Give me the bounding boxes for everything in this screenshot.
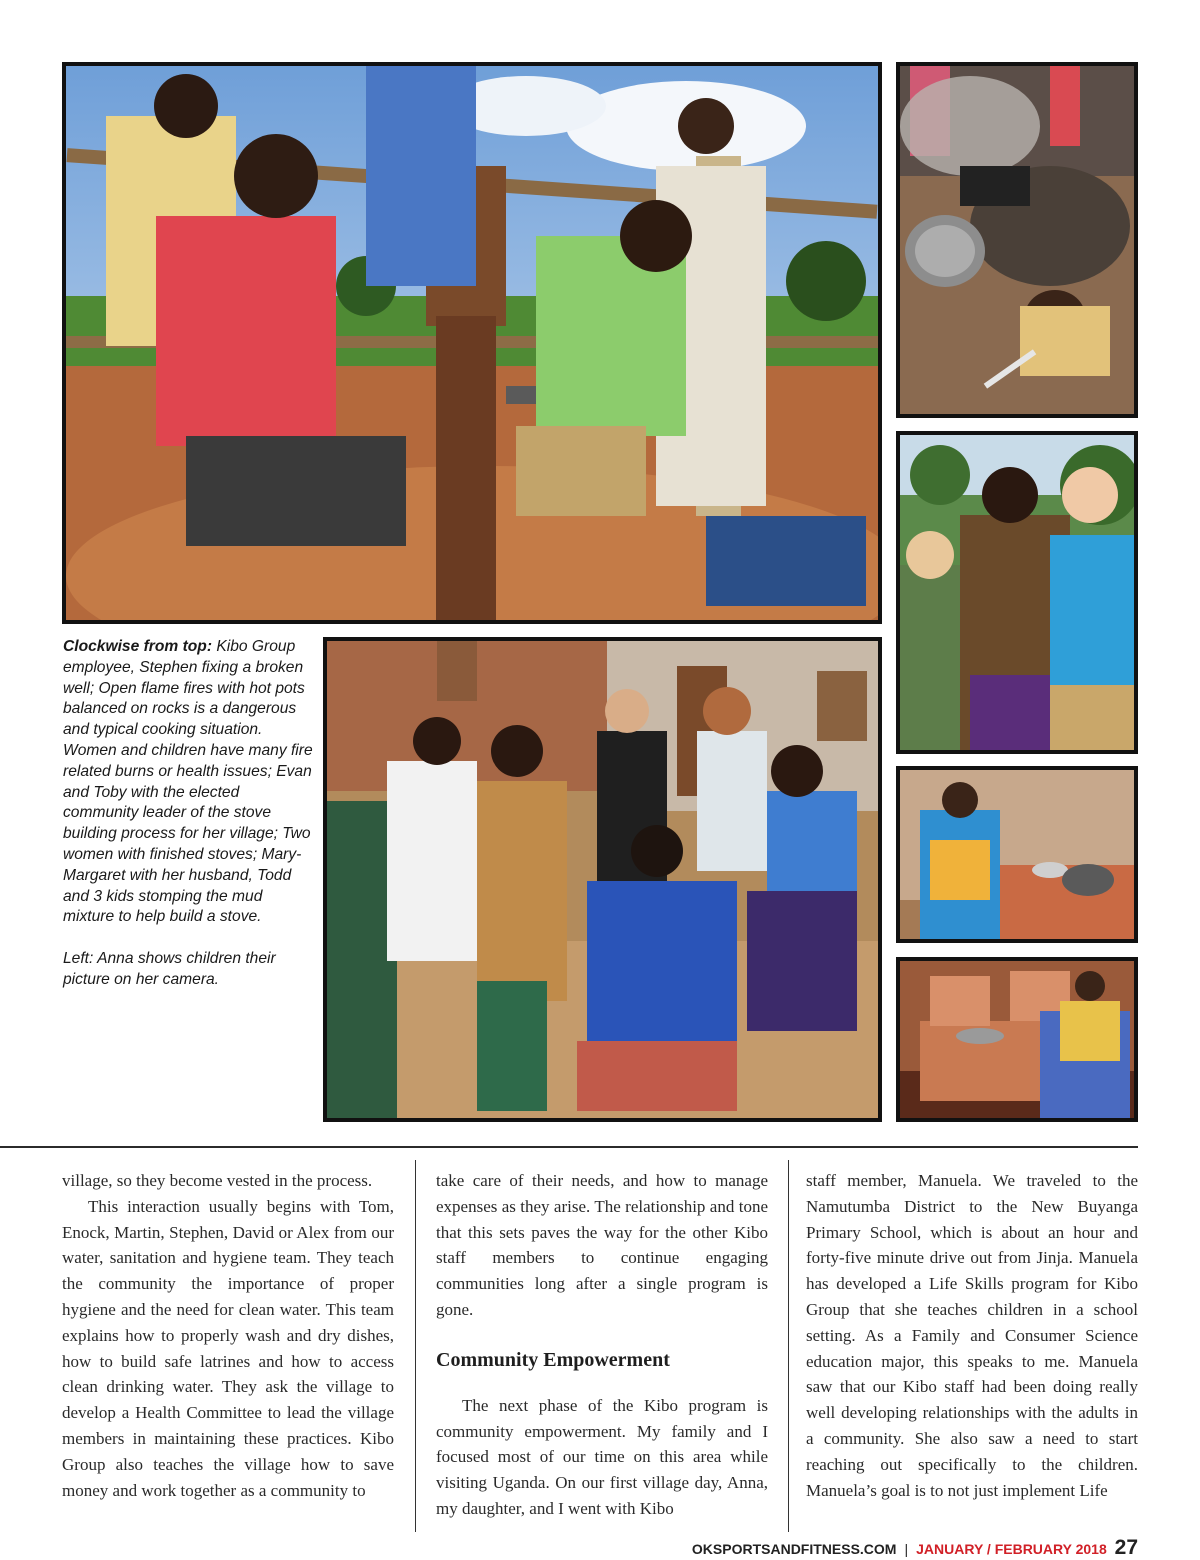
page-footer: [692, 1536, 1138, 1560]
page-number: 27: [1114, 1536, 1138, 1559]
caption-lead: Clockwise from top:: [63, 638, 213, 655]
article-paragraph: take care of their needs, and how to manage expenses as they arise. The relationship and tone that this sets paves the way for the other Kibo staff members to continue engaging communities long after a single program is gone.: [436, 1171, 768, 1319]
photo-stomping-mud-mixture: [323, 637, 882, 1122]
caption-main: [63, 637, 313, 928]
article-paragraph: village, so they become vested in the process.: [62, 1171, 373, 1190]
article-paragraph: staff member, Manuela. We traveled to the Namutumba District to the New Buyanga Primary School, which is about an hour and forty-five minute drive out from Jinja. Manuela has developed a Life Skills program for Kibo Group that she teaches children in a school setting. As a Family and Consumer Science education major, this speaks to me. Manuela saw that our Kibo staff had been doing really well developing relationships with the adults in a community. She also saw a need to start reaching out specifically to the children. Manuela’s goal is to not just implement Life: [806, 1171, 1138, 1500]
photo-well-repair: [62, 62, 882, 624]
article-column-1: [62, 1168, 394, 1503]
photo-woman-with-stove-1: [896, 766, 1138, 943]
article-paragraph: The next phase of the Kibo program is community empowerment. My family and I focused most of our time on this area while visiting Uganda. On our first village day, Anna, my daughter, and I went with Kibo: [436, 1395, 768, 1518]
footer-site: OKSPORTSANDFITNESS.COM: [691, 1541, 897, 1557]
column-divider-1: [415, 1160, 416, 1532]
photo-woman-with-stove-2: [896, 957, 1138, 1122]
footer-separator: |: [904, 1541, 909, 1557]
section-heading: Community Empowerment: [436, 1348, 670, 1371]
photo-open-fire-cooking: [896, 62, 1138, 418]
article-column-2: [436, 1168, 768, 1522]
column-divider-2: [788, 1160, 789, 1532]
caption-body: Kibo Group employee, Stephen fixing a broken well; Open flame fires with hot pots balanced on rocks is a dangerous and typical cooking situation. Women and children have many fire related burns or health issues; Evan and Toby with the elected community leader of the stove building process for her village; Two women with finished stoves; Mary-Margaret with her husband, Todd and 3 kids stomping the mud mixture to help build a stove.: [63, 638, 313, 926]
footer-date: JANUARY / FEBRUARY 2018: [916, 1541, 1107, 1557]
photo-evan-toby-community-leader: [896, 431, 1138, 754]
article-paragraph: This interaction usually begins with Tom, Enock, Martin, Stephen, David or Alex from our water, sanitation and hygiene team. They teach the community the importance of proper hygiene and the need for clean water. This team explains how to properly wash and dry dishes, how to build safe latrines and how to access clean drinking water. They ask the village to develop a Health Committee to lead the village members in maintaining these practices. Kibo Group also teaches the village how to save money and work together as a community to: [62, 1196, 394, 1500]
caption-left: Left: Anna shows children their picture on her camera.: [63, 949, 276, 988]
horizontal-divider: [0, 1146, 1138, 1148]
photo-caption: [63, 637, 313, 991]
article-column-3: [806, 1168, 1138, 1503]
